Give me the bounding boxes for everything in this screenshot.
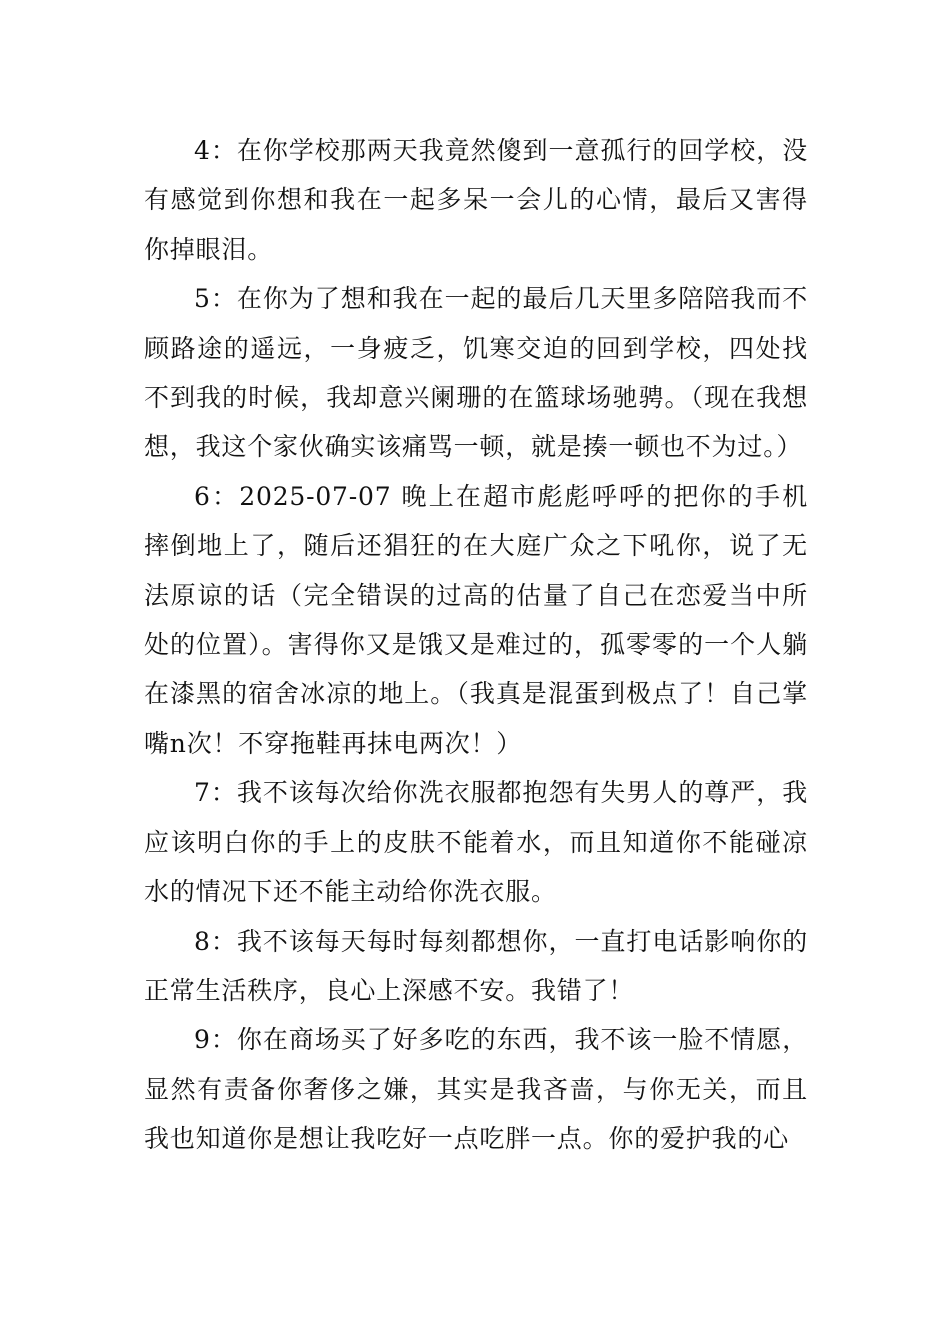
paragraph-item-6: 6：2025-07-07 晚上在超市彪彪呼呼的把你的手机摔倒地上了，随后还猖狂的在大庭广众之下吼你，说了无法原谅的话（完全错误的过高的估量了自己在恋爱当中所处的位置）。害得你又是饿又是难过的，孤零零的一个人躺在漆黑的宿舍冰凉的地上。（我真是混蛋到极点了！自己掌嘴n次！不穿拖鞋再抹电两次！） [144,481,808,758]
paragraph-item-8: 8：我不该每天每时每刻都想你，一直打电话影响你的正常生活秩序，良心上深感不安。我错了！ [144,926,808,1005]
paragraph-item-4: 4：在你学校那两天我竟然傻到一意孤行的回学校，没有感觉到你想和我在一起多呆一会儿的心情，最后又害得你掉眼泪。 [144,136,808,264]
paragraph-item-7: 7：我不该每次给你洗衣服都抱怨有失男人的尊严，我应该明白你的手上的皮肤不能着水，而且知道你不能碰凉水的情况下还不能主动给你洗衣服。 [144,778,808,907]
paragraph-item-9: 9：你在商场买了好多吃的东西，我不该一脸不情愿，显然有责备你奢侈之嫌，其实是我吝啬，与你无关，而且我也知道你是想让我吃好一点吃胖一点。你的爱护我的心 [144,1025,808,1154]
paragraph-item-5: 5：在你为了想和我在一起的最后几天里多陪陪我而不顾路途的遥远，一身疲乏，饥寒交迫的回到学校，四处找不到我的时候，我却意兴阑珊的在篮球场驰骋。（现在我想想，我这个家伙确实该痛骂一顿，就是揍一顿也不为过。） [144,284,808,462]
document-body [144,126,808,1164]
